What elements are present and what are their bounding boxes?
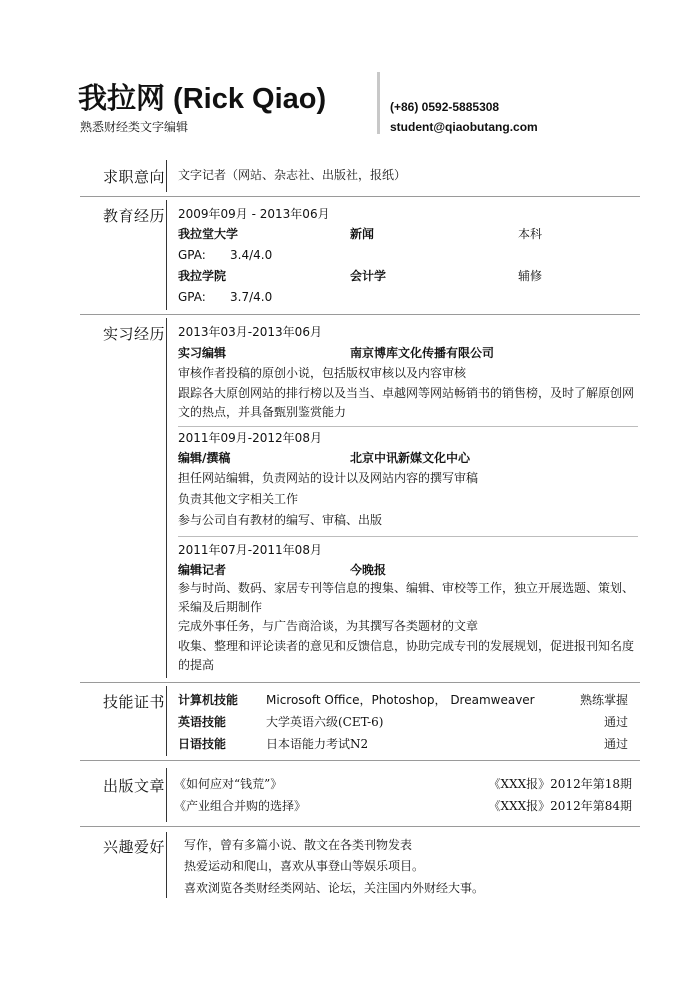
skill-detail: 日本语能力考试N2 [266, 737, 369, 751]
section-title-internship: 实习经历 [103, 325, 166, 343]
section-rule [166, 200, 167, 310]
job-period: 2013年03月-2013年06月 [178, 325, 322, 339]
job-divider [178, 536, 638, 537]
section-divider [80, 682, 640, 683]
publication-title: 《产业组合并购的选择》 [174, 799, 307, 813]
phone-number: (+86) 0592-5885308 [390, 100, 500, 114]
job-role: 实习编辑 [178, 346, 227, 360]
section-title-objective: 求职意向 [103, 168, 166, 186]
job-duty: 参与时尚、数码、家居专刊等信息的搜集、编辑、审校等工作，独立开展选题、策划、采编及后期制作 [178, 581, 635, 614]
job-duty: 审核作者投稿的原创小说，包括版权审核以及内容审核 [178, 366, 467, 380]
skill-detail: Microsoft Office，Photoshop， Dreamweaver [266, 693, 535, 707]
job-role: 编辑记者 [178, 563, 227, 577]
job-company: 北京中讯新媒文化中心 [350, 451, 471, 465]
job-duty: 跟踪各大原创网站的排行榜以及当当、卓越网等网站畅销书的销售榜，及时了解原创网文的热点，并具备甄别鉴赏能力 [178, 386, 635, 419]
skill-name: 日语技能 [178, 737, 227, 751]
section-rule [166, 832, 167, 898]
job-duty: 负责其他文字相关工作 [178, 492, 299, 506]
section-title-skills: 技能证书 [103, 693, 166, 711]
email-address: student@qiaobutang.com [390, 120, 538, 134]
section-title-publications: 出版文章 [103, 777, 166, 795]
publication-title: 《如何应对“钱荒”》 [174, 777, 283, 791]
job-divider [178, 426, 638, 427]
section-divider [80, 826, 640, 827]
school-major: 新闻 [350, 227, 375, 241]
hobby-item: 喜欢浏览各类财经类网站、论坛，关注国内外财经大事。 [184, 881, 485, 895]
job-company: 今晚报 [350, 563, 387, 577]
candidate-name: 我拉网 (Rick Qiao) [78, 83, 327, 115]
job-duty: 参与公司自有教材的编写、审稿、出版 [178, 513, 383, 527]
skill-name: 英语技能 [178, 715, 227, 729]
section-divider [80, 314, 640, 315]
section-title-hobbies: 兴趣爱好 [103, 838, 166, 856]
school-name: 我拉学院 [178, 269, 227, 283]
job-company: 南京博库文化传播有限公司 [350, 346, 495, 360]
section-rule [166, 318, 167, 678]
gpa-label: GPA: [178, 248, 206, 262]
candidate-subtitle: 熟悉财经类文字编辑 [80, 120, 189, 134]
job-period: 2011年07月-2011年08月 [178, 543, 322, 557]
objective-text: 文字记者（网站、杂志社、出版社，报纸） [178, 168, 407, 182]
job-duty: 完成外事任务，与广告商洽谈，为其撰写各类题材的文章 [178, 619, 479, 633]
job-duty: 担任网站编辑，负责网站的设计以及网站内容的撰写审稿 [178, 471, 479, 485]
skill-level: 通过 [603, 715, 628, 729]
section-divider [80, 760, 640, 761]
job-role: 编辑/撰稿 [178, 451, 231, 465]
school-major: 会计学 [350, 269, 387, 283]
section-rule [166, 686, 167, 756]
section-divider [80, 196, 640, 197]
section-rule [166, 768, 167, 822]
section-rule [166, 160, 167, 192]
hobby-item: 热爱运动和爬山，喜欢从事登山等娱乐项目。 [184, 859, 425, 873]
job-period: 2011年09月-2012年08月 [178, 431, 322, 445]
school-degree: 本科 [518, 227, 543, 241]
gpa-label: GPA: [178, 290, 206, 304]
section-title-education: 教育经历 [103, 207, 166, 225]
gpa-value: 3.4/4.0 [230, 248, 273, 262]
job-duty: 收集、整理和评论读者的意见和反馈信息，协助完成专刊的发展规划，促进报刊知名度的提高 [178, 639, 635, 672]
hobby-item: 写作，曾有多篇小说、散文在各类刊物发表 [184, 838, 413, 852]
skill-level: 熟练掌握 [579, 693, 628, 707]
publication-source: 《XXX报》2012年第84期 [488, 799, 632, 813]
skill-name: 计算机技能 [178, 693, 239, 707]
school-degree: 辅修 [518, 269, 543, 283]
school-name: 我拉堂大学 [178, 227, 239, 241]
education-period: 2009年09月 - 2013年06月 [178, 207, 330, 221]
gpa-value: 3.7/4.0 [230, 290, 273, 304]
header-divider [377, 72, 380, 134]
skill-detail: 大学英语六级(CET-6) [266, 715, 384, 729]
skill-level: 通过 [603, 737, 628, 751]
publication-source: 《XXX报》2012年第18期 [488, 777, 632, 791]
